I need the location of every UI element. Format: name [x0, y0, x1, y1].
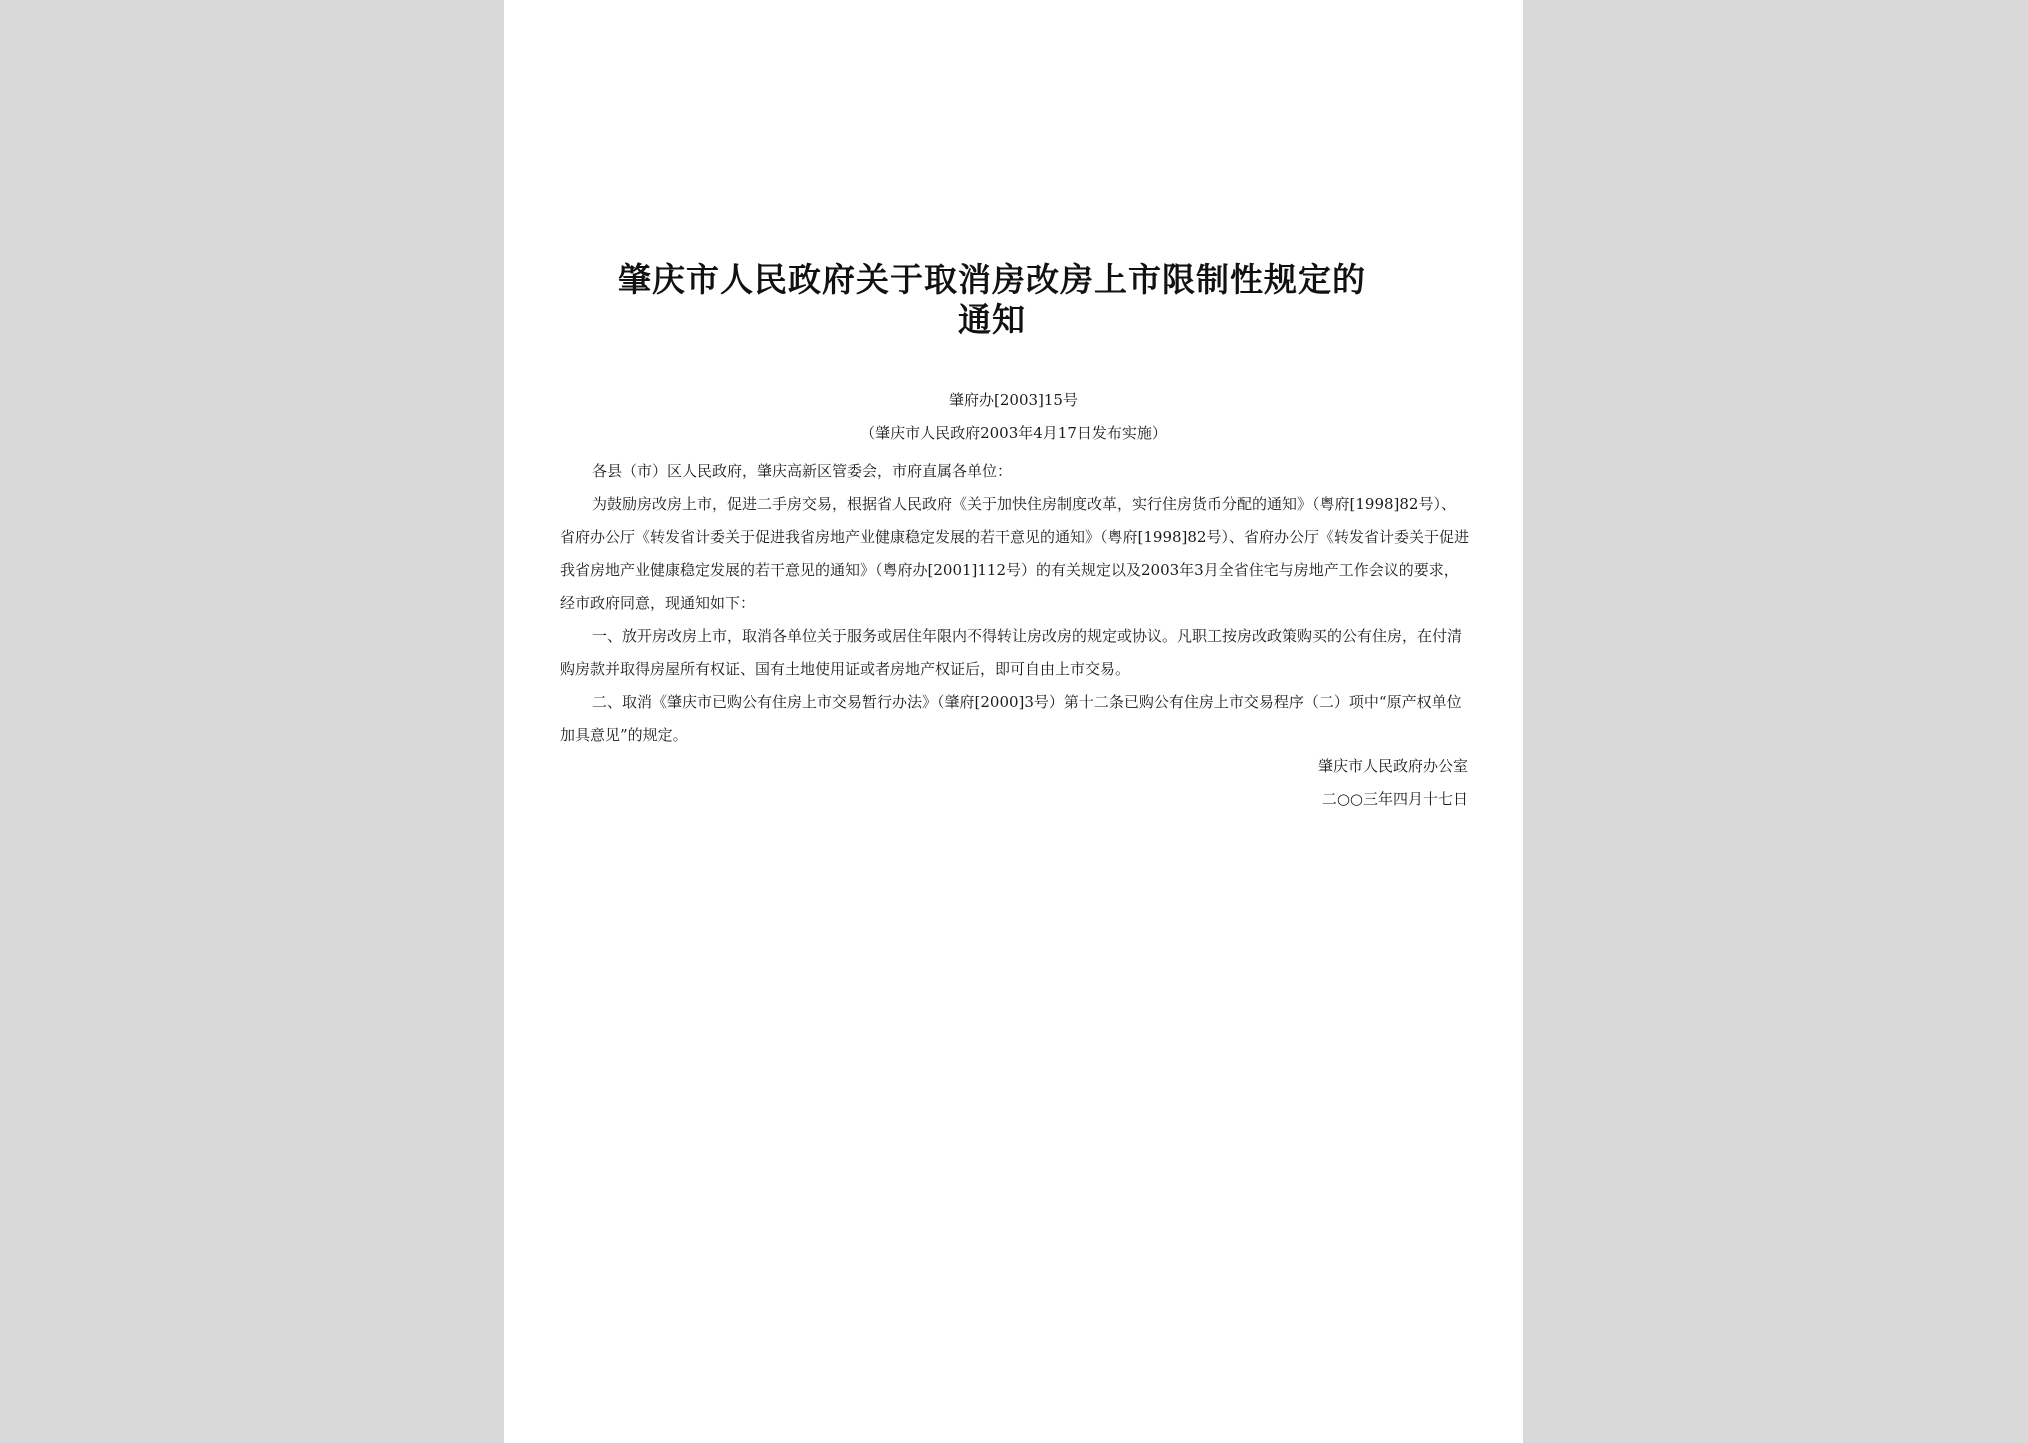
document-body — [560, 455, 1470, 752]
body-paragraph-item-2: 二、取消《肇庆市已购公有住房上市交易暂行办法》（肇府[2000]3号）第十二条已购公有住房上市交易程序（二）项中“原产权单位加具意见”的规定。 — [560, 693, 1462, 744]
body-paragraph-item-1: 一、放开房改房上市，取消各单位关于服务或居住年限内不得转让房改房的规定或协议。凡职工按房改政策购买的公有住房，在付清购房款并取得房屋所有权证、国有土地使用证或者房地产权证后，即可自由上市交易。 — [560, 627, 1463, 678]
addressee-line: 各县（市）区人民政府，肇庆高新区管委会，市府直属各单位： — [592, 462, 1013, 480]
document-number: 肇府办[2003]15号 — [949, 391, 1078, 409]
body-paragraph-intro: 为鼓励房改房上市，促进二手房交易，根据省人民政府《关于加快住房制度改革，实行住房货币分配的通知》（粤府[1998]82号）、省府办公厅《转发省计委关于促进我省房地产业健康稳定发展的若干意见的通知》（粤府[1998]82号）、省府办公厅《转发省计委关于促进我省房地产业健康稳定发展的若干意见的通知》（粤府办[2001]112号）的有关规定以及2003年3月全省住宅与房地产工作会议的要求，经市政府同意，现通知如下： — [560, 495, 1469, 612]
document-page — [504, 0, 1523, 1443]
signer-name: 肇庆市人民政府办公室 — [1317, 757, 1468, 775]
signature-block — [1318, 750, 1468, 816]
issue-date: 二○○三年四月十七日 — [1321, 790, 1468, 808]
document-title: 肇庆市人民政府关于取消房改房上市限制性规定的通知 — [618, 260, 1366, 339]
issue-note: （肇庆市人民政府2003年4月17日发布实施） — [860, 424, 1167, 442]
